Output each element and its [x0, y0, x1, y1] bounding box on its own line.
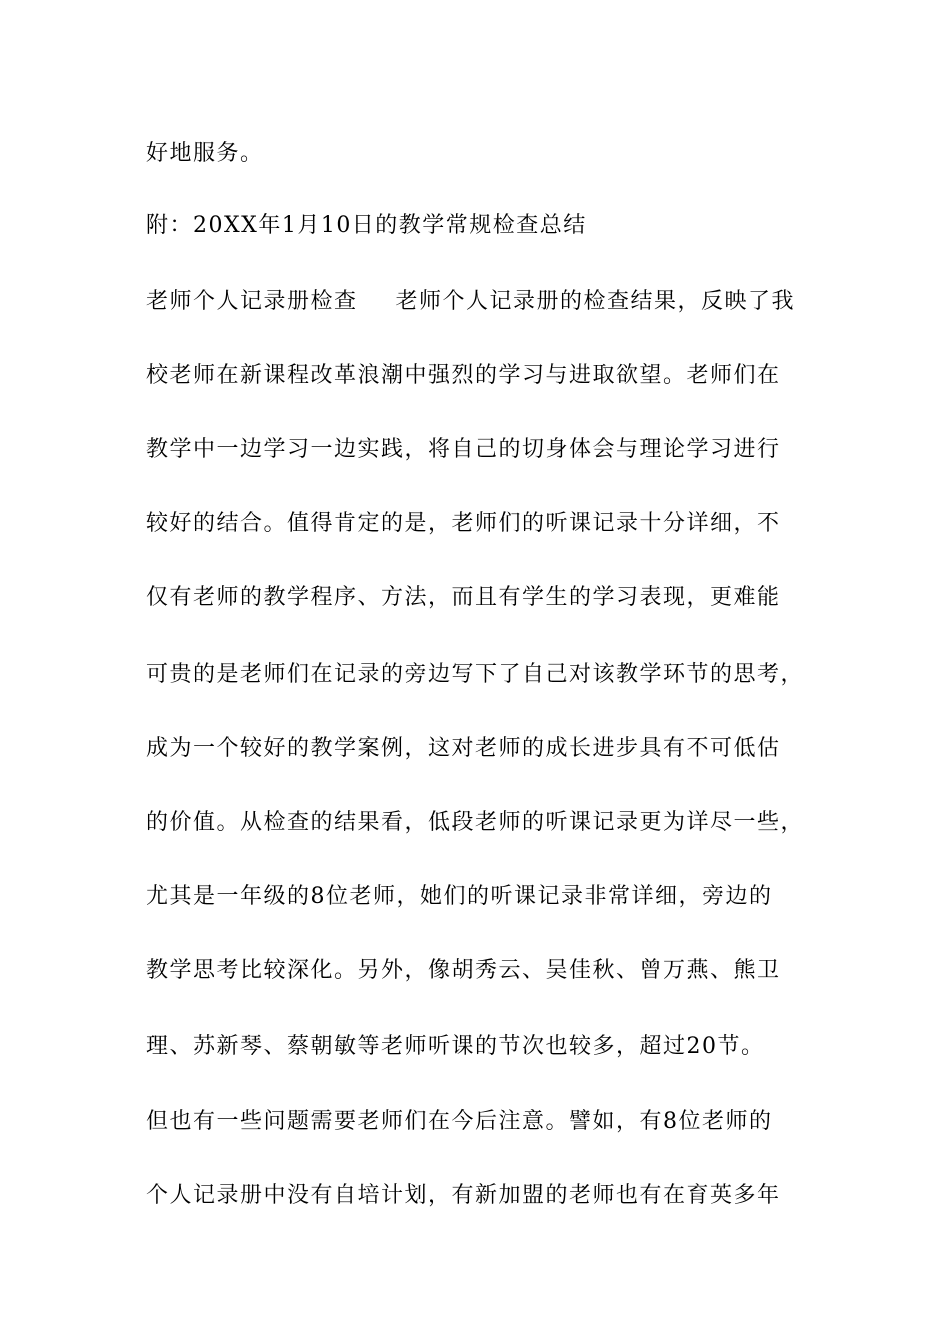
text-line: 校老师在新课程改革浪潮中强烈的学习与进取欲望。老师们在	[146, 363, 781, 388]
text-line: 较好的结合。值得肯定的是，老师们的听课记录十分详细，不	[146, 511, 781, 536]
text-line: 但也有一些问题需要老师们在今后注意。譬如，有8位老师的	[146, 1109, 773, 1134]
text-line: 仅有老师的教学程序、方法，而且有学生的学习表现，更难能	[146, 585, 781, 610]
text-line: 教学思考比较深化。另外，像胡秀云、吴佳秋、曾万燕、熊卫	[146, 958, 781, 983]
text-line: 成为一个较好的教学案例，这对老师的成长进步具有不可低估	[146, 736, 781, 761]
text-line: 教学中一边学习一边实践，将自己的切身体会与理论学习进行	[146, 437, 781, 462]
text-line-with-heading	[146, 287, 826, 317]
text-line: 个人记录册中没有自培计划，有新加盟的老师也有在育英多年	[146, 1183, 781, 1208]
text-line: 理、苏新琴、蔡朝敏等老师听课的节次也较多，超过20节。	[146, 1034, 765, 1059]
section-heading: 老师个人记录册检查	[146, 289, 358, 314]
text-line: 尤其是一年级的8位老师，她们的听课记录非常详细，旁边的	[146, 884, 773, 909]
text-line: 可贵的是老师们在记录的旁边写下了自己对该教学环节的思考，	[146, 662, 805, 687]
text-line: 好地服务。	[146, 141, 264, 166]
text-line: 的价值。从检查的结果看，低段老师的听课记录更为详尽一些，	[146, 810, 805, 835]
text-line-content: 老师个人记录册的检查结果，反映了我	[395, 289, 796, 314]
text-line: 附：20XX年1月10日的教学常规检查总结	[146, 213, 587, 238]
